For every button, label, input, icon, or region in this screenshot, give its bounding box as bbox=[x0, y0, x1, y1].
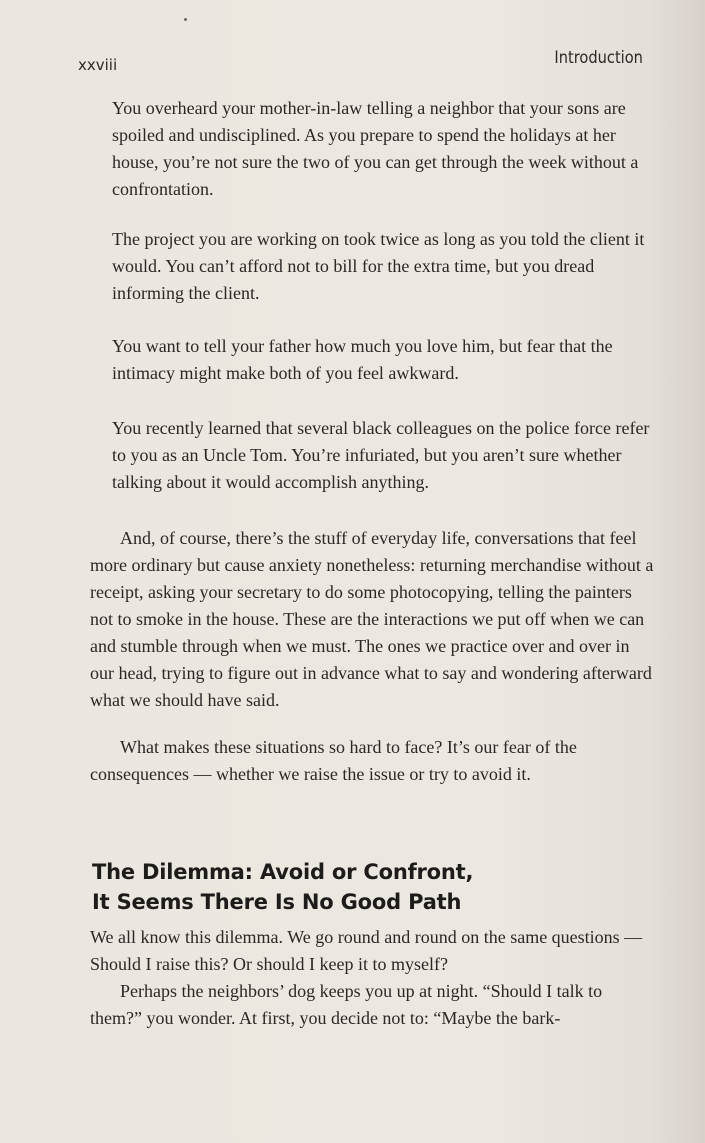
vignette-mother-in-law bbox=[112, 95, 650, 203]
vignette-text: You overheard your mother-in-law telling a neighbor that your sons are spoiled and undisciplined. As you prepare to spend the holidays at her house, you’re not sure the two of you can get through the week without a confrontation. bbox=[112, 98, 639, 199]
running-head bbox=[0, 48, 705, 76]
section-title: Introduction bbox=[554, 48, 643, 68]
page-number: xxviii bbox=[78, 56, 118, 74]
body-paragraphs-dilemma bbox=[90, 924, 655, 1032]
paragraph-text: And, of course, there’s the stuff of everyday life, conversations that feel more ordinary but cause anxiety nonetheless: returning merchandise without a receipt, asking your secretary to do some photocopying, telling the painters not to smoke in the house. These are the interactions we put off when we can and stumble through when we must. The ones we practice over and over in our head, trying to figure out in advance what to say and wondering afterward what we should have said. bbox=[90, 528, 654, 710]
body-paragraph-everyday-life bbox=[90, 525, 655, 714]
print-speck bbox=[184, 18, 187, 21]
vignette-project-client bbox=[112, 226, 650, 307]
section-heading bbox=[92, 857, 652, 917]
vignette-text: The project you are working on took twice as long as you told the client it would. You can’t afford not to bill for the extra time, but you dread informing the client. bbox=[112, 229, 645, 303]
section-heading-line: The Dilemma: Avoid or Confront, bbox=[92, 860, 474, 885]
vignette-father bbox=[112, 333, 650, 387]
paragraph-text: Perhaps the neighbors’ dog keeps you up at night. “Should I talk to them?” you wonder. At first, you decide not to: “Maybe the bark- bbox=[90, 981, 603, 1028]
vignette-text: You recently learned that several black colleagues on the police force refer to you as an Uncle Tom. You’re infuriated, but you aren’t sure whether talking about it would accomplish anything. bbox=[112, 418, 650, 492]
vignette-colleagues bbox=[112, 415, 650, 496]
section-heading-line: It Seems There Is No Good Path bbox=[92, 890, 462, 915]
vignette-text: You want to tell your father how much you love him, but fear that the intimacy might make both of you feel awkward. bbox=[112, 336, 613, 383]
body-paragraph-consequences bbox=[90, 734, 655, 788]
paragraph-text: We all know this dilemma. We go round and round on the same questions — Should I raise this? Or should I keep it to myself? bbox=[90, 927, 643, 974]
paragraph-text: What makes these situations so hard to face? It’s our fear of the consequences — whether we raise the issue or try to avoid it. bbox=[90, 737, 577, 784]
